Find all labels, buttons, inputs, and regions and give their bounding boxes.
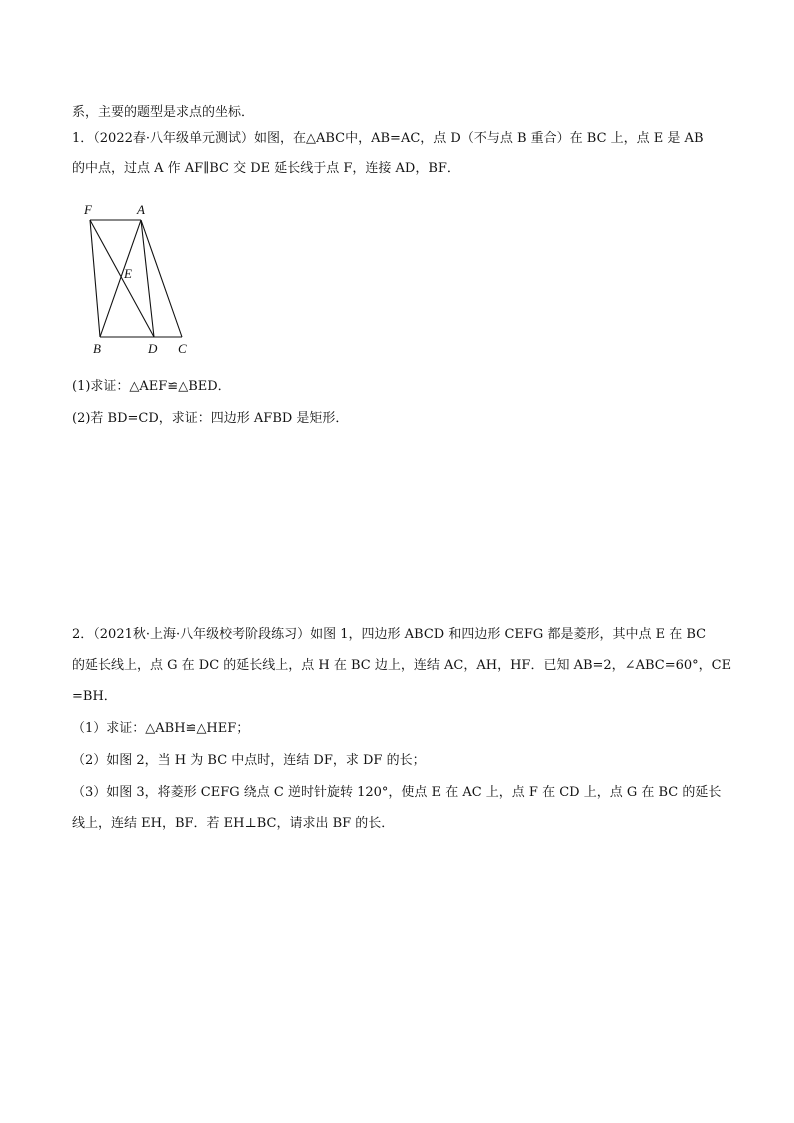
problem2-statement-line1: 2．（2021秋·上海·八年级校考阶段练习）如图 1，四边形 ABCD 和四边形 CEFG 都是菱形，其中点 E 在 BC [72,627,707,642]
problem2-part3-line2: 线上，连结 EH，BF．若 EH⊥BC，请求出 BF 的长． [72,816,395,831]
intro-text: 系，主要的题型是求点的坐标． [72,105,255,120]
problem2-part2: （2）如图 2，当 H 为 BC 中点时，连结 DF，求 DF 的长； [72,753,426,768]
problem1-figure [80,196,200,358]
problem2-statement-line3: =BH． [72,689,117,704]
problem1-part2: (2)若 BD=CD，求证：四边形 AFBD 是矩形． [72,411,349,426]
label-C: C [178,341,187,356]
label-A: A [137,202,145,217]
problem1-part1: (1)求证：△AEF≌△BED． [72,379,231,394]
problem1-statement-line1: 1．（2022春·八年级单元测试）如图，在△ABC中，AB=AC，点 D（不与点 B 重合）在 BC 上，点 E 是 AB [72,131,704,146]
label-F: F [84,202,92,217]
problem1-statement-line2: 的中点，过点 A 作 AF∥BC 交 DE 延长线于点 F，连接 AD，BF． [72,161,460,176]
segment-AB [100,220,141,337]
problem2-part1: （1）求证：△ABH≌△HEF； [72,721,250,736]
segment-FB [90,220,100,337]
label-E: E [124,266,132,281]
problem2-part3-line1: （3）如图 3，将菱形 CEFG 绕点 C 逆时针旋转 120°，使点 E 在 AC 上，点 F 在 CD 上，点 G 在 BC 的延长 [72,785,722,800]
problem2-statement-line2: 的延长线上，点 G 在 DC 的延长线上，点 H 在 BC 边上，连结 AC，AH，HF．已知 AB=2，∠ABC=60°，CE [72,658,732,673]
segment-FD [90,220,154,337]
label-B: B [93,341,101,356]
label-D: D [148,341,158,356]
